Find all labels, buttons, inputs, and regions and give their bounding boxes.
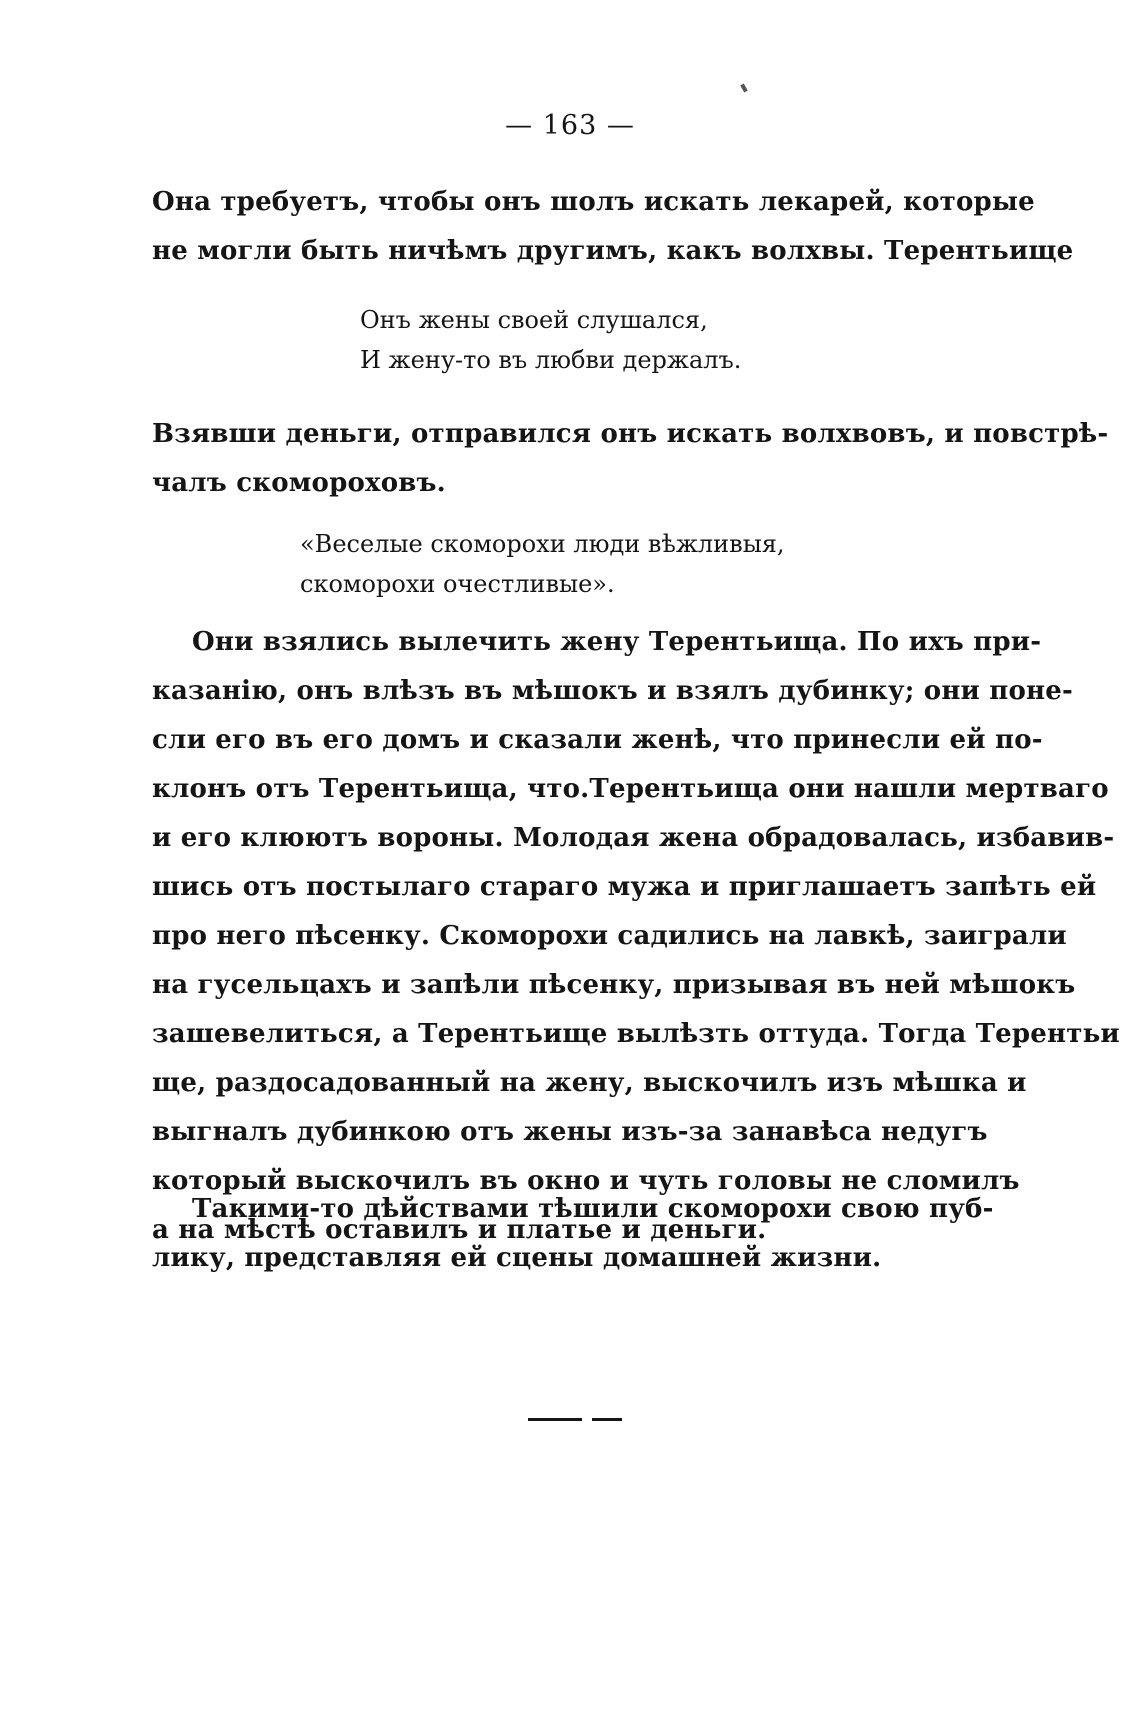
end-divider-gap	[582, 1418, 592, 1421]
paragraph-3	[152, 618, 1120, 1255]
verse-line: скоморохи очестливые».	[300, 570, 615, 598]
paragraph-2	[152, 410, 1109, 508]
verse-quote-1	[360, 300, 741, 380]
paragraph-line: выгналъ дубинкою отъ жены изъ-за занавѣса недугъ	[152, 1117, 988, 1147]
paragraph-line: сли его въ его домъ и сказали женѣ, что принесли ей по-	[152, 725, 1043, 755]
end-divider	[528, 1418, 622, 1421]
verse-line: И жену-то въ любви держалъ.	[360, 346, 742, 374]
paragraph-line: ще, раздосадованный на жену, выскочилъ изъ мѣшка и	[152, 1068, 1027, 1098]
paragraph-line: и его клюютъ вороны. Молодая жена обрадовалась, избавив-	[152, 823, 1115, 853]
paragraph-line: Они взялись вылечить жену Терентьища. По ихъ при-	[192, 627, 1042, 657]
paragraph-line: на гусельцахъ и запѣли пѣсенку, призывая въ ней мѣшокъ	[152, 970, 1076, 1000]
paragraph-line: про него пѣсенку. Скоморохи садились на лавкѣ, заиграли	[152, 921, 1067, 951]
paragraph-line: Она требуетъ, чтобы онъ шолъ искать лекарей, которые	[152, 187, 1035, 217]
paragraph-line: который выскочилъ въ окно и чуть головы не сломилъ	[152, 1166, 1020, 1196]
paragraph-line: зашевелиться, а Терентьище вылѣзть оттуда. Тогда Терентьи	[152, 1019, 1120, 1049]
paragraph-line: казанію, онъ влѣзъ въ мѣшокъ и взялъ дубинку; они поне-	[152, 676, 1074, 706]
paragraph-line: Взявши деньги, отправился онъ искать волхвовъ, и повстрѣ-	[152, 419, 1109, 449]
paragraph-4	[152, 1185, 994, 1283]
paragraph-line: шись отъ постылаго стараго мужа и приглашаетъ запѣть ей	[152, 872, 1097, 902]
verse-quote-2	[300, 524, 785, 604]
verse-line: Онъ жены своей слушался,	[360, 306, 708, 334]
paragraph-line: чалъ скомороховъ.	[152, 468, 446, 498]
page-number: — 163 —	[505, 110, 635, 141]
verse-line: «Веселые скоморохи люди вѣжливыя,	[300, 530, 785, 558]
paragraph-1	[152, 178, 1074, 276]
paragraph-line: а на мѣстѣ оставилъ и платье и деньги.	[152, 1215, 767, 1245]
scan-speck	[740, 84, 747, 93]
paragraph-line: не могли быть ничѣмъ другимъ, какъ волхвы. Терентьище	[152, 236, 1074, 266]
paragraph-line: Такими-то дѣйствами тѣшили скоморохи свою пуб-	[192, 1194, 994, 1224]
paragraph-line: лику, представляя ей сцены домашней жизни.	[152, 1243, 882, 1273]
paragraph-line: клонъ отъ Терентьища, что.Терентьища они нашли мертваго	[152, 774, 1109, 804]
